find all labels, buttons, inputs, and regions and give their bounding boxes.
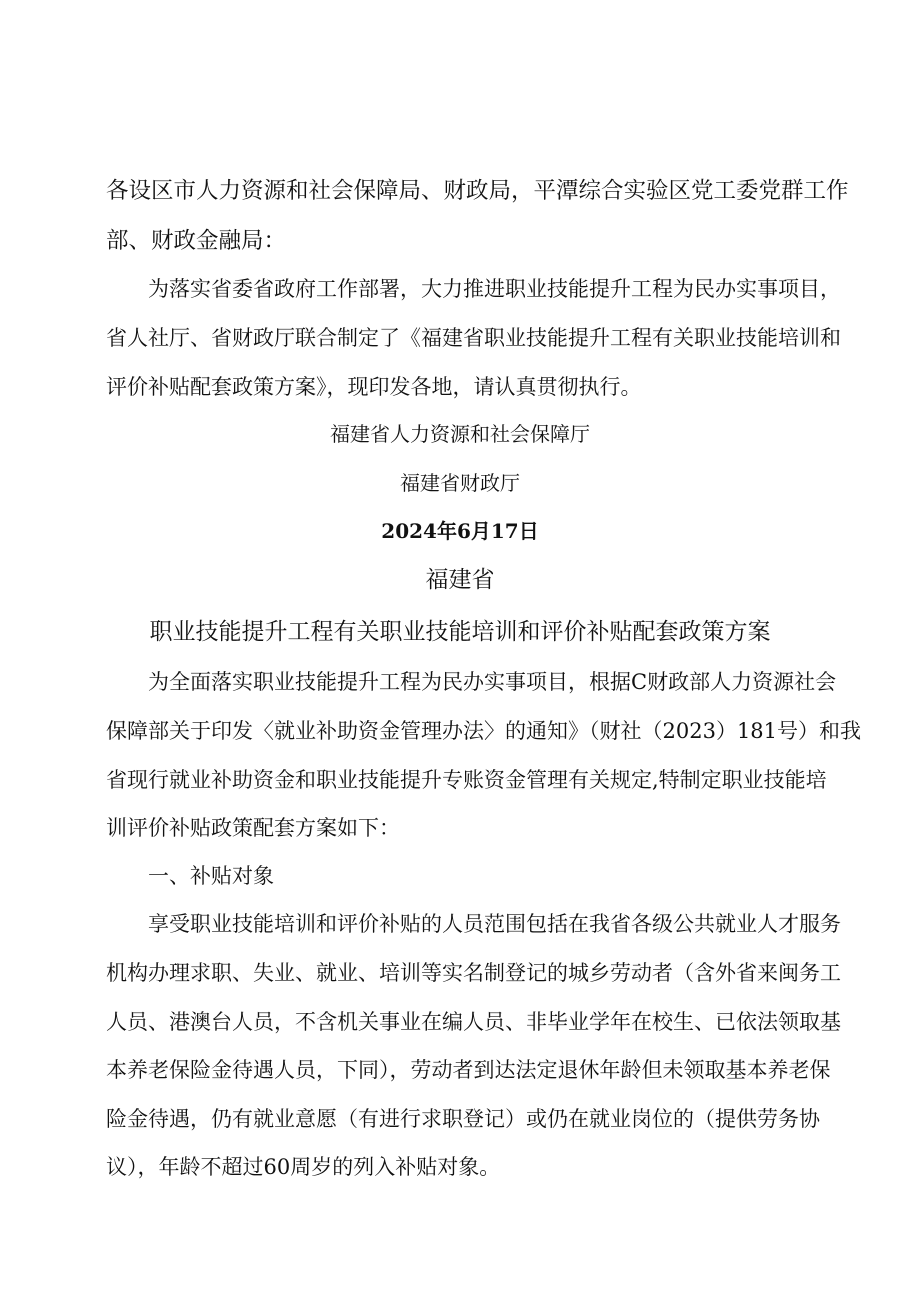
section-heading-subsidy-target: 一、补贴对象 [148, 864, 274, 888]
intro-line-3: 评价补贴配套政策方案》，现印发各地，请认真贯彻执行。 [106, 375, 642, 399]
plan-intro-line-2: 保障部关于印发〈就业补助资金管理办法〉的通知》（财社（2023）181号）和我 [106, 719, 862, 743]
issuer-1: 福建省人力资源和社会保障厅 [330, 422, 590, 446]
issue-date: 2024年6月17日 [381, 519, 539, 543]
issuer-2: 福建省财政厅 [400, 471, 520, 495]
section1-line-5: 险金待遇，仍有就业意愿（有进行求职登记）或仍在就业岗位的（提供劳务协 [106, 1107, 820, 1131]
section1-line-2: 机构办理求职、失业、就业、培训等实名制登记的城乡劳动者（含外省来闽务工 [106, 961, 841, 985]
intro-line-2: 省人社厅、省财政厅联合制定了《福建省职业技能提升工程有关职业技能培训和 [106, 326, 841, 350]
section1-line-4: 本养老保险金待遇人员，下同），劳动者到达法定退休年龄但未领取基本养老保 [106, 1058, 831, 1082]
section1-line-3: 人员、港澳台人员，不含机关事业在编人员、非毕业学年在校生、已依法领取基 [106, 1010, 841, 1034]
addressee-line-1: 各设区市人力资源和社会保障局、财政局，平潭综合实验区党工委党群工作 [106, 178, 849, 204]
section1-line-6: 议），年龄不超过60周岁的列入补贴对象。 [106, 1155, 501, 1179]
intro-line-1: 为落实省委省政府工作部署，大力推进职业技能提升工程为民办实事项目， [148, 277, 841, 301]
plan-intro-line-4: 训评价补贴政策配套方案如下： [106, 816, 400, 840]
plan-title-line-2: 职业技能提升工程有关职业技能培训和评价补贴配套政策方案 [149, 619, 771, 645]
plan-intro-line-1: 为全面落实职业技能提升工程为民办实事项目，根据C财政部人力资源社会 [148, 670, 837, 694]
section1-line-1: 享受职业技能培训和评价补贴的人员范围包括在我省各级公共就业人才服务 [148, 912, 841, 936]
plan-title-line-1: 福建省 [425, 567, 495, 593]
addressee-line-2: 部、财政金融局： [106, 228, 287, 254]
plan-intro-line-3: 省现行就业补助资金和职业技能提升专账资金管理有关规定,特制定职业技能培 [106, 768, 827, 792]
